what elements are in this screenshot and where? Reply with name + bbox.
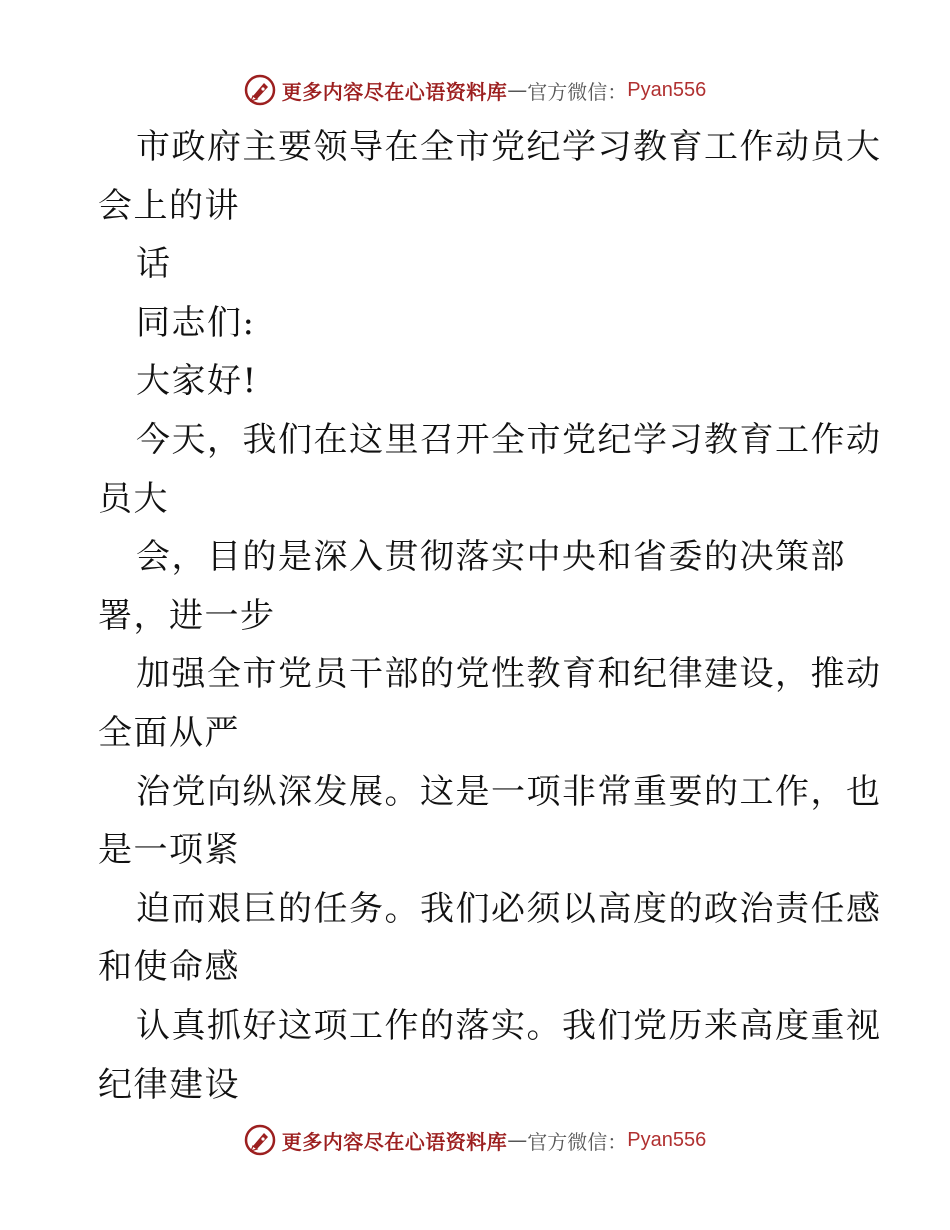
text-line: 全面从严 xyxy=(98,712,240,753)
text-line: 迫而艰巨的任务。我们必须以高度的政治责任感 xyxy=(136,888,882,929)
text-line: 大家好! xyxy=(136,361,258,402)
header-watermark-banner xyxy=(0,70,950,110)
brand-text: 更多内容尽在心语资料库 xyxy=(281,1129,508,1154)
document-body xyxy=(98,118,882,1114)
wechat-id: Pyan556 xyxy=(627,78,707,101)
text-line: 署，进一步 xyxy=(98,595,276,636)
pen-logo-icon xyxy=(244,74,276,106)
text-line: 话 xyxy=(136,244,172,285)
text-line: 员大 xyxy=(98,478,169,519)
text-line: 今天，我们在这里召开全市党纪学习教育工作动 xyxy=(136,419,882,460)
banner-separator: — xyxy=(507,1128,528,1152)
text-line: 同志们: xyxy=(136,302,256,343)
wechat-label: 官方微信： xyxy=(527,79,628,104)
text-line: 纪律建设 xyxy=(98,1064,240,1105)
brand-text: 更多内容尽在心语资料库 xyxy=(281,79,508,104)
text-line: 会上的讲 xyxy=(98,185,240,226)
text-line: 和使命感 xyxy=(98,947,240,988)
pen-logo-icon xyxy=(244,1124,276,1156)
text-line: 加强全市党员干部的党性教育和纪律建设，推动 xyxy=(136,654,882,695)
text-line: 是一项紧 xyxy=(98,830,240,871)
text-line: 会，目的是深入贯彻落实中央和省委的决策部 xyxy=(136,537,846,578)
wechat-label: 官方微信： xyxy=(527,1129,628,1154)
text-line: 市政府主要领导在全市党纪学习教育工作动员大 xyxy=(136,127,882,167)
banner-separator: — xyxy=(507,78,528,102)
text-line: 认真抓好这项工作的落实。我们党历来高度重视 xyxy=(136,1005,882,1046)
footer-watermark-banner xyxy=(0,1120,950,1160)
wechat-id: Pyan556 xyxy=(627,1128,707,1151)
text-line: 治党向纵深发展。这是一项非常重要的工作，也 xyxy=(136,771,882,812)
